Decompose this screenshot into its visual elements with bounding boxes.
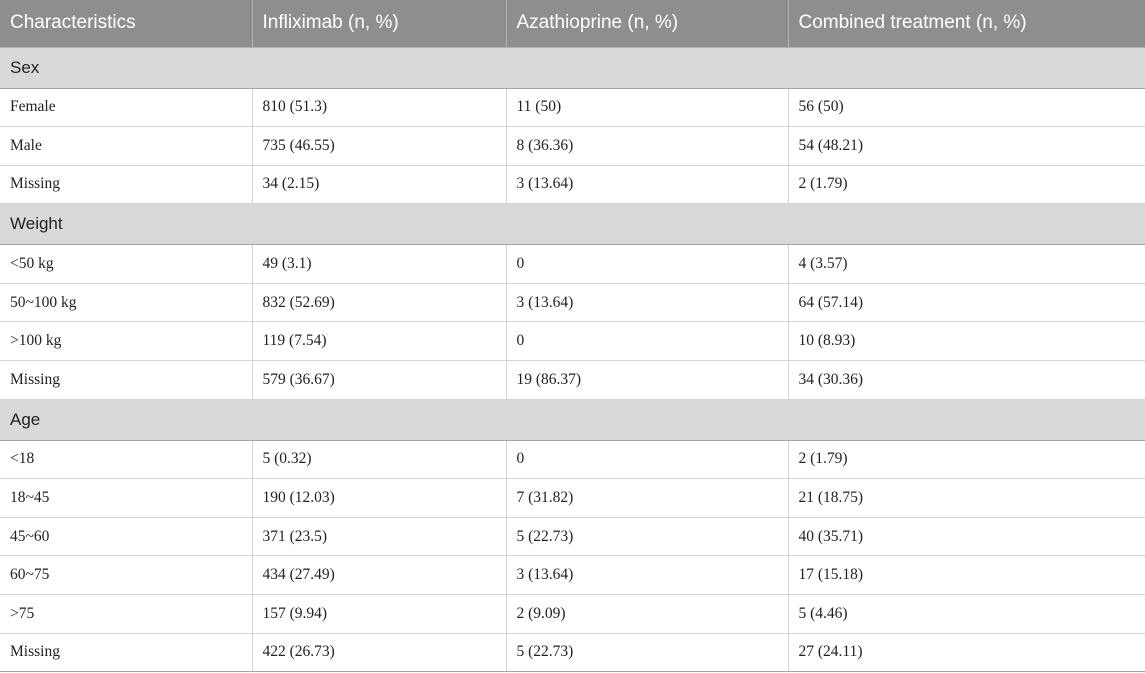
cell-combined: 64 (57.14) xyxy=(788,283,1145,322)
section-row-weight xyxy=(0,204,1145,245)
cell-infliximab: 5 (0.32) xyxy=(252,440,506,479)
header-characteristics: Characteristics xyxy=(0,0,252,47)
cell-combined: 2 (1.79) xyxy=(788,440,1145,479)
cell-infliximab: 434 (27.49) xyxy=(252,556,506,595)
header-row xyxy=(0,0,1145,47)
cell-characteristic: 60~75 xyxy=(0,556,252,595)
cell-azathioprine: 0 xyxy=(506,245,788,284)
table-row xyxy=(0,127,1145,166)
cell-characteristic: Female xyxy=(0,88,252,127)
cell-infliximab: 157 (9.94) xyxy=(252,595,506,634)
cell-combined: 17 (15.18) xyxy=(788,556,1145,595)
cell-infliximab: 34 (2.15) xyxy=(252,165,506,204)
section-row-age xyxy=(0,399,1145,440)
section-title: Age xyxy=(0,399,1145,440)
cell-azathioprine: 8 (36.36) xyxy=(506,127,788,166)
table-row xyxy=(0,479,1145,518)
cell-characteristic: Missing xyxy=(0,165,252,204)
cell-characteristic: Missing xyxy=(0,361,252,400)
cell-azathioprine: 11 (50) xyxy=(506,88,788,127)
cell-azathioprine: 3 (13.64) xyxy=(506,283,788,322)
cell-combined: 56 (50) xyxy=(788,88,1145,127)
cell-characteristic: >75 xyxy=(0,595,252,634)
section-title: Sex xyxy=(0,47,1145,88)
cell-infliximab: 422 (26.73) xyxy=(252,633,506,672)
table-row xyxy=(0,633,1145,672)
cell-combined: 10 (8.93) xyxy=(788,322,1145,361)
cell-characteristic: 18~45 xyxy=(0,479,252,518)
cell-combined: 27 (24.11) xyxy=(788,633,1145,672)
cell-combined: 54 (48.21) xyxy=(788,127,1145,166)
cell-combined: 40 (35.71) xyxy=(788,517,1145,556)
table-row xyxy=(0,556,1145,595)
cell-characteristic: Missing xyxy=(0,633,252,672)
cell-combined: 5 (4.46) xyxy=(788,595,1145,634)
cell-infliximab: 371 (23.5) xyxy=(252,517,506,556)
table-row xyxy=(0,165,1145,204)
cell-infliximab: 832 (52.69) xyxy=(252,283,506,322)
table-row xyxy=(0,245,1145,284)
cell-azathioprine: 3 (13.64) xyxy=(506,165,788,204)
cell-characteristic: 45~60 xyxy=(0,517,252,556)
cell-azathioprine: 5 (22.73) xyxy=(506,633,788,672)
cell-azathioprine: 3 (13.64) xyxy=(506,556,788,595)
table-row xyxy=(0,361,1145,400)
cell-azathioprine: 0 xyxy=(506,440,788,479)
section-title: Weight xyxy=(0,204,1145,245)
cell-infliximab: 579 (36.67) xyxy=(252,361,506,400)
cell-combined: 4 (3.57) xyxy=(788,245,1145,284)
table-row xyxy=(0,283,1145,322)
table-row xyxy=(0,88,1145,127)
table-row xyxy=(0,517,1145,556)
cell-azathioprine: 5 (22.73) xyxy=(506,517,788,556)
table-row xyxy=(0,595,1145,634)
cell-infliximab: 810 (51.3) xyxy=(252,88,506,127)
cell-combined: 2 (1.79) xyxy=(788,165,1145,204)
cell-infliximab: 735 (46.55) xyxy=(252,127,506,166)
cell-infliximab: 190 (12.03) xyxy=(252,479,506,518)
table-row xyxy=(0,322,1145,361)
cell-characteristic: 50~100 kg xyxy=(0,283,252,322)
cell-characteristic: >100 kg xyxy=(0,322,252,361)
header-combined: Combined treatment (n, %) xyxy=(788,0,1145,47)
cell-characteristic: <50 kg xyxy=(0,245,252,284)
cell-azathioprine: 2 (9.09) xyxy=(506,595,788,634)
cell-azathioprine: 0 xyxy=(506,322,788,361)
cell-infliximab: 49 (3.1) xyxy=(252,245,506,284)
cell-combined: 21 (18.75) xyxy=(788,479,1145,518)
cell-characteristic: <18 xyxy=(0,440,252,479)
header-azathioprine: Azathioprine (n, %) xyxy=(506,0,788,47)
cell-combined: 34 (30.36) xyxy=(788,361,1145,400)
cell-infliximab: 119 (7.54) xyxy=(252,322,506,361)
table-row xyxy=(0,440,1145,479)
cell-azathioprine: 19 (86.37) xyxy=(506,361,788,400)
cell-azathioprine: 7 (31.82) xyxy=(506,479,788,518)
cell-characteristic: Male xyxy=(0,127,252,166)
section-row-sex xyxy=(0,47,1145,88)
header-infliximab: Infliximab (n, %) xyxy=(252,0,506,47)
